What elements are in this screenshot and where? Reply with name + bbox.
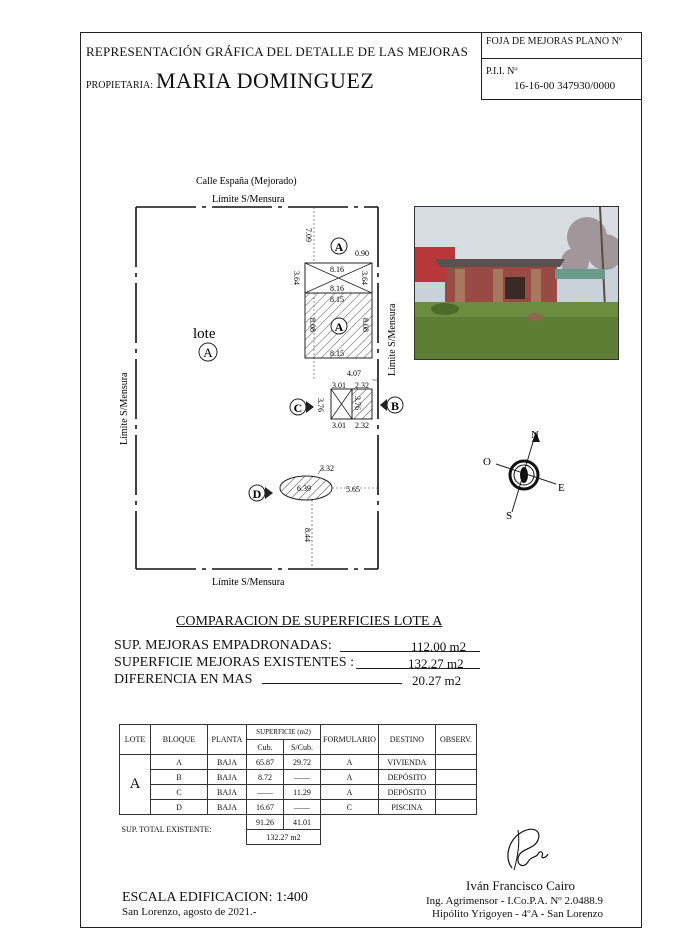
compass-e: E [558,482,565,494]
marker-d: D [252,487,262,501]
dim-3-76-right: 3.76 [353,396,362,410]
dim-3-64-left: 3.64 [292,271,301,285]
marker-c: C [293,401,303,415]
total-scub: 41.01 [284,815,321,830]
th-planta: PLANTA [208,725,247,755]
dim-3-01-a: 3.01 [332,381,346,390]
dim-8-15-a: 8.15 [330,295,344,304]
compass-n: N [531,429,539,441]
dim-8-16-b: 8.16 [330,284,344,293]
dim-8-08-left: 8.08 [308,318,317,332]
sum-existing-label: SUPERFICIE MEJORAS EXISTENTES : [114,655,354,670]
sum-existing-value: 132.27 m2 [408,656,464,671]
signature [498,818,554,874]
total-label: SUP. TOTAL EXISTENTE: [121,825,212,835]
th-destino: DESTINO [378,725,435,755]
dim-2-32-b: 2.32 [355,421,369,430]
place-date: San Lorenzo, agosto de 2021.- [122,906,257,918]
house-photo [414,206,619,360]
dim-8-08-right: 8.08 [361,318,370,332]
dim-8-15-b: 8.15 [330,349,344,358]
document-title: REPRESENTACIÓN GRÁFICA DEL DETALLE DE LAS MEJORAS [86,44,469,59]
dim-3-32: 3.32 [320,464,334,473]
dim-3-76-left: 3.76 [316,398,325,412]
th-cub: Cub. [247,740,284,755]
th-formulario: FORMULARIO [321,725,379,755]
limit-bottom-label: Límite S/Mensura [212,577,285,588]
sum-registered-label: SUP. MEJORAS EMPADRONADAS: [114,638,332,653]
compass-icon [496,432,556,512]
th-superficie: SUPERFICIE (m2) [247,725,321,740]
block-c [331,389,352,419]
table-row: A A BAJA 65.87 29.72 A VIVIENDA [120,755,477,770]
improvements-table [119,724,477,845]
th-observ: OBSERV. [435,725,476,755]
dim-8-44: 8.44 [303,528,312,542]
limit-top-label: Límite S/Mensura [212,194,285,205]
dim-2-32-a: 2.32 [355,381,369,390]
dim-3-64-right: 3.64 [360,271,369,285]
dim-8-16-a: 8.16 [330,265,344,274]
owner-label: PROPIETARIA: [86,80,153,91]
sheet-number-label: FOJA DE MEJORAS PLANO Nº [486,36,622,47]
table-row: B BAJA 8.72 —— A DEPÓSITO [120,770,477,785]
marker-b: B [390,399,400,413]
lote-letter: A [203,345,213,360]
comparison-title: COMPARACION DE SUPERFICIES LOTE A [176,614,443,629]
dim-0-90: 0.90 [355,249,369,258]
surveyor-name: Iván Francisco Cairo [466,878,576,893]
marker-a-lower: A [334,320,344,334]
street-label: Calle España (Mejorado) [196,176,297,187]
marker-a-upper: A [334,240,344,254]
owner-name: MARIA DOMINGUEZ [156,68,375,93]
total-cub: 91.26 [247,815,284,830]
pii-value: 16-16-00 347930/0000 [514,80,616,92]
th-bloque: BLOQUE [151,725,208,755]
compass-s: S [506,510,513,522]
dim-7-09: 7.09 [304,228,313,242]
limit-left-label: Límite S/Mensura [119,372,130,445]
table-row: D BAJA 16.67 —— C PISCINA [120,800,477,815]
sum-difference-value: 20.27 m2 [412,673,462,688]
limit-right-label: Límite S/Mensura [387,303,398,376]
lote-label: lote [193,326,216,342]
table-row: C BAJA —— 11.29 A DEPÓSITO [120,785,477,800]
dim-5-65: 5.65 [346,485,360,494]
sum-registered-value: 112.00 m2 [411,639,467,654]
cell-lote: A [120,755,151,815]
total-all: 132.27 m2 [247,830,321,845]
dim-6-39: 6.39 [297,484,311,493]
surveyor-license: Ing. Agrimensor - I.Co.P.A. Nº 2.0488.9 [426,895,603,907]
surveyor-address: Hipólito Yrigoyen - 4ºA - San Lorenzo [432,908,604,920]
compass-o: O [483,456,491,468]
pii-label: P.I.I. Nº [486,66,518,77]
th-scub: S/Cub. [284,740,321,755]
dim-4-07: 4.07 [347,369,361,378]
sum-difference-label: DIFERENCIA EN MAS [114,672,253,687]
th-lote: LOTE [120,725,151,755]
dim-3-01-b: 3.01 [332,421,346,430]
scale-text: ESCALA EDIFICACION: 1:400 [122,890,308,905]
